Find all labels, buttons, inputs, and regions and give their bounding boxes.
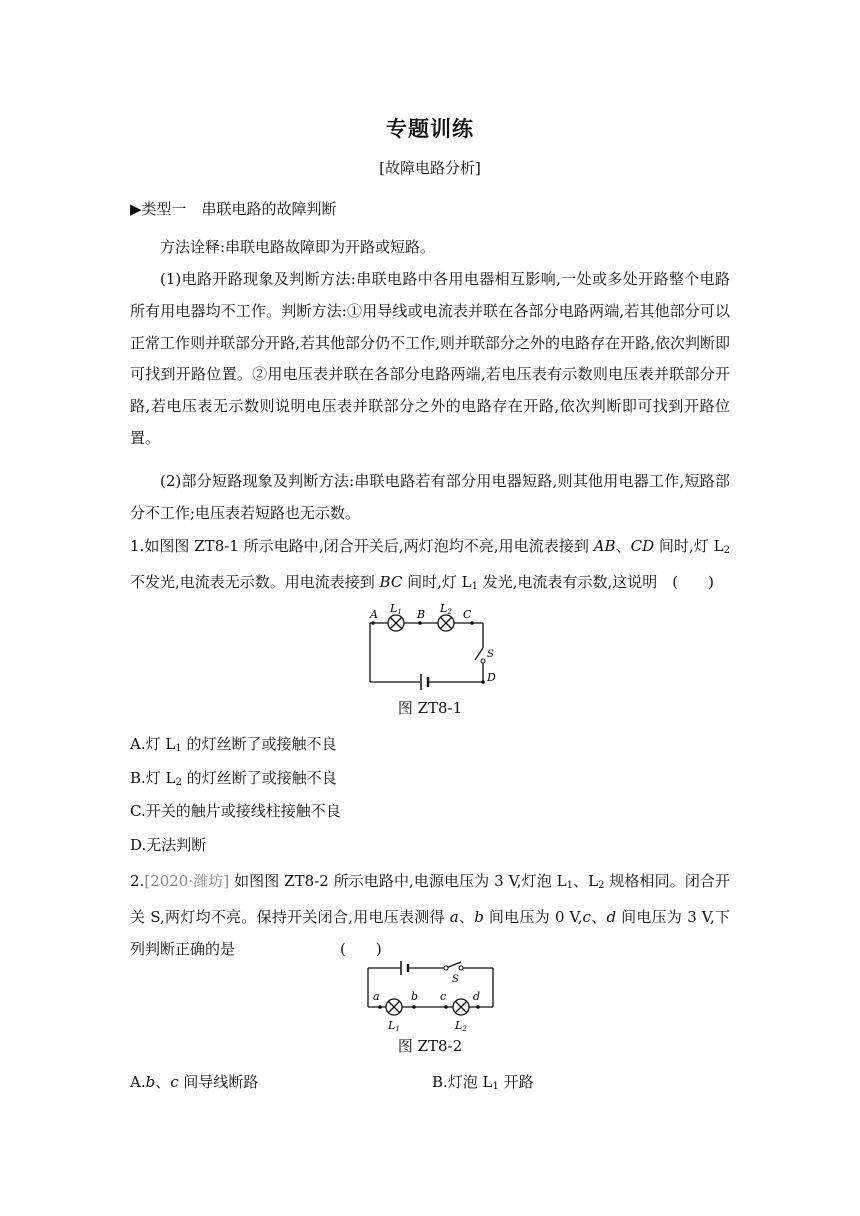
- label-A: A: [370, 608, 378, 621]
- label-L2: L2: [440, 602, 452, 616]
- paragraph-open-circuit: (1)电路开路现象及判断方法:串联电路中各用电器相互影响,一处或多处开路整个电路所有用电器均不工作。判断方法:①用导线或电流表并联在各部分电路两端,若其他部分可以正常工作则并联部分开路,若其他部分仍不工作,则并联部分之外的电路存在开路,依次判断即可找到开路位置。②用电压表并联在各部分电路两端,若电压表有示数则电压表并联部分开路,若电压表无示数则说明电压表并联部分之外的电路存在开路,依次判断即可找到开路位置。: [130, 270, 730, 447]
- question-1-stem: 1.如图图 ZT8-1 所示电路中,闭合开关后,两灯泡均不亮,用电流表接到 AB、CD 间时,灯 $L_2$ 不发光,电流表无示数。用电流表接到 BC 间时,灯 $L_1$ 发光,电流表有示数,这说明 ( ): [130, 537, 730, 592]
- question-2-stem: 2.[2020·潍坊] 如图图 ZT8-2 所示电路中,电源电压为 3 V,灯泡 $L_1$、$L_2$ 规格相同。闭合开关 S,两灯均不亮。保持开关闭合,用电压表测得 a、b 间电压为 0 V,c、d 间电压为 3 V,下列判断正确的是 ( ): [130, 872, 730, 958]
- label-S: S: [487, 649, 494, 660]
- q2-option-b: B.灯泡 $L_1$ 开路: [432, 1073, 534, 1092]
- q1-option-d: D.无法判断: [130, 836, 207, 854]
- label-b: b: [411, 990, 419, 1003]
- q1-option-c: C.开关的触片或接线柱接触不良: [130, 802, 341, 820]
- section-heading: ▶类型一 串联电路的故障判断: [130, 200, 337, 218]
- label-a: a: [373, 990, 380, 1003]
- label-C: C: [463, 608, 472, 621]
- label-L1: L1: [390, 602, 402, 616]
- question-2-source: [2020·潍坊]: [144, 872, 230, 890]
- label-c: c: [440, 990, 447, 1003]
- q1-option-b: B.灯 $L_2$ 的灯丝断了或接触不良: [130, 769, 337, 788]
- page-title: 专题训练: [386, 117, 474, 141]
- page-subtitle: [故障电路分析]: [379, 159, 481, 177]
- q1-option-a: A.灯 $L_1$ 的灯丝断了或接触不良: [130, 735, 337, 754]
- q2-option-a: A.b、c 间导线断路: [130, 1073, 259, 1091]
- method-intro: 方法诠释:串联电路故障即为开路或短路。: [160, 238, 436, 256]
- label-S-2: S: [452, 974, 459, 985]
- label-d: d: [473, 990, 481, 1003]
- label-B: B: [417, 608, 426, 621]
- label-D: D: [487, 671, 496, 684]
- label-L1-2: L1: [388, 1019, 400, 1033]
- circuit-diagram-zt8-2: [360, 958, 500, 1034]
- label-L2-2: L2: [455, 1019, 467, 1033]
- figure-caption-zt8-2: 图 ZT8-2: [397, 1037, 463, 1055]
- figure-caption-zt8-1: 图 ZT8-1: [397, 699, 463, 717]
- paragraph-short-circuit: (2)部分短路现象及判断方法:串联电路若有部分用电器短路,则其他用电器工作,短路部分不工作;电压表若短路也无示数。: [130, 472, 730, 522]
- circuit-diagram-zt8-1: [360, 600, 510, 692]
- switch-lever: [475, 648, 483, 660]
